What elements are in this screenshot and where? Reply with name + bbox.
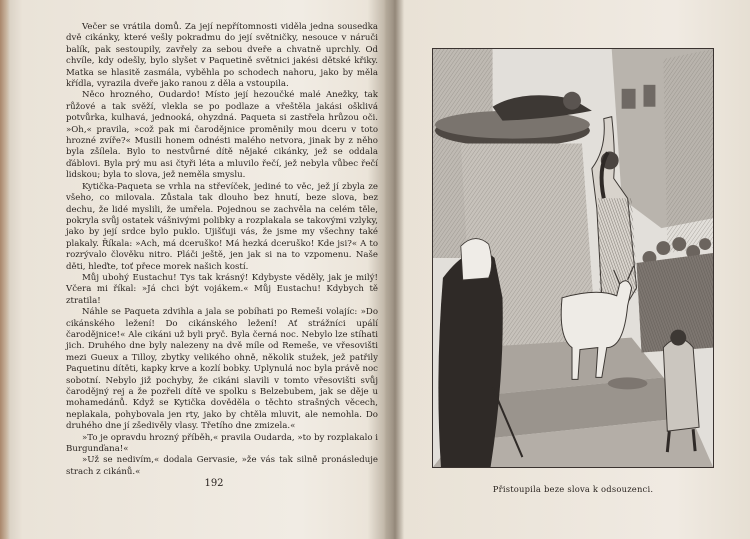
body-text [66,22,378,478]
paragraph: Večer se vrátila domů. Za její nepřítomnosti viděla jedna sousedka dvě cikánky, které vešly pokradmu do její světničky, nesouce v náruči balík, pak sestoupily, zavřely za sebou dveře a chvatně uprchly. Od chvíle, kdy odešly, bylo slyšet v Paquetině světnici jakési dětské křiky. Matka se hlasitě zasmála, vyběhla po schodech nahoru, jako by měla křídla, vyrazila dveře jako ranou z děla a vstoupila. [66,22,378,90]
book-gutter [384,0,404,539]
paragraph: »Už se nedivím,« dodala Gervasie, »že vás tak silně pronásleduje strach z cikánů.« [66,455,378,477]
engraving-illustration [433,49,713,467]
paragraph: Náhle se Paqueta zdvihla a jala se pobíhati po Remeši volajíc: »Do cikánského ležení! Do cikánského ležení! Ať strážníci upálí čarodějnice!« Ale cikáni už byli pryč. Byla černá noc. Nebylo lze stíhati jich. Druhého dne byly nalezeny na dvě míle od Remeše, ve vřesovišti mezi Gueux a Tilloy, zbytky velikého ohně, několik stužek, jež patřily Paquetinu dítěti, kapky krve a kozlí bobky. Uplynulá noc byla právě noc sobotní. Nebylo již pochyby, že cikáni slavili v tomto vřesovišti svůj čarodějný rej a že pozřeli dítě ve spolku s Belzebubem, jak se děje u mohamedánů. Když se Kytička dověděla o těchto strašných věcech, neplakala, pohybovala jen rty, jako by chtěla mluvit, ale nemohla. Do druhého dne jí zšedivěly vlasy. Třetího dne zmizela.« [66,307,378,432]
illustration-plate [432,48,714,468]
book-edge [0,0,10,539]
paragraph: »To je opravdu hrozný příběh,« pravila Oudarda, »to by rozplakalo i Burgunďana!« [66,432,378,455]
left-page [22,0,386,539]
paragraph: Něco hrozného, Oudardo! Místo její hezoučké malé Anežky, tak růžové a tak svěží, vlekla se po podlaze a vřeštěla jakási ošklivá potvůrka, kulhavá, jednooká, ohyzdná. Paqueta si zastřela hrůzou oči. »Oh,« pravila, »což pak mi čarodějnice proměnily mou dceru v toto hrozné zvíře?« Musili honem odnésti malého netvora, jinak by z něho byla zšílela. Bylo to nestvůrné dítě nějaké cikánky, jež se oddala ďáblovi. Byla prý mu asi čtyři léta a mluvilo řečí, jež nebyla vůbec řečí lidskou; byla to slova, jež neměla smyslu. [66,90,378,181]
right-page [402,0,750,539]
illustration-caption: Přistoupila beze slova k odsouzenci. [492,484,654,494]
page-number: 192 [204,478,224,489]
paragraph: Můj ubohý Eustachu! Tys tak krásný! Kdybyste věděly, jak je milý! Včera mi říkal: »Já chci být vojákem.« Můj Eustachu! Kdybych tě ztratila! [66,272,378,306]
paragraph: Kytička-Paqueta se vrhla na střevíček, jediné to věc, jež jí zbyla ze všeho, co milovala. Zůstala tak dlouho bez hnutí, beze slova, bez dechu, že lidé myslili, že umřela. Pojednou se zachvěla na celém těle, pokryla svůj ostatek vášnivými polibky a rozplakala se takovými vzlyky, jako by její srdce bylo puklo. Ujišťuji vás, že jsme my všechny také plakaly. Říkala: »Ach, má dceruško! Má hezká dceruško! Kde jsi?« A to rozrývalo člověku nitro. Pláči ještě, jen jak si na to vzpomenu. Naše děti, hleďte, toť přece morek našich kostí. [66,181,378,272]
